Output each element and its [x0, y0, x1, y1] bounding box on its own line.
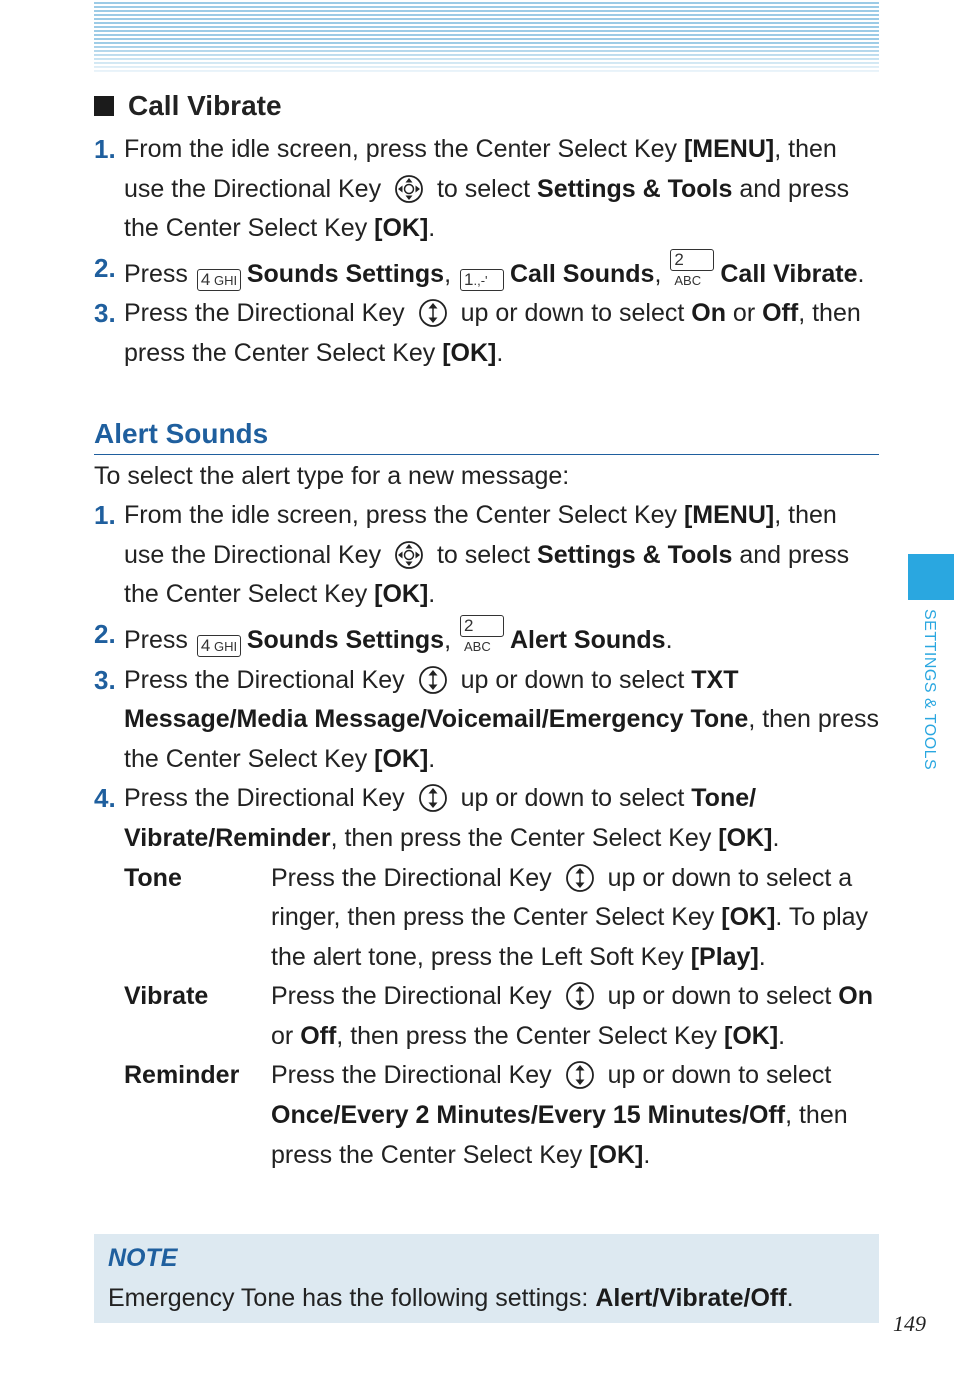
section-side-tab — [908, 554, 954, 600]
menu-item-settings-tools: Settings & Tools — [537, 540, 733, 569]
step-text: up or down to select — [453, 665, 692, 694]
key-digit: 4 — [200, 635, 211, 655]
key-letters: ABC — [674, 272, 702, 288]
section-intro: To select the alert type for a new message: — [94, 461, 570, 490]
def-term-reminder: Reminder — [124, 1061, 240, 1090]
ok-key-label: [OK] — [374, 214, 429, 243]
option-off: Off — [300, 1021, 337, 1050]
def-text: Press the Directional Key — [271, 982, 559, 1011]
def-desc-tone — [271, 859, 881, 978]
step-2 — [94, 615, 884, 661]
def-text: Press the Directional Key — [271, 1061, 559, 1090]
step-text: . — [772, 823, 780, 852]
step-number: 1. — [94, 500, 116, 531]
ok-key-label: [OK] — [589, 1140, 644, 1169]
page-content — [94, 88, 884, 1175]
step-number: 3. — [94, 664, 116, 695]
note-box — [94, 1234, 879, 1323]
step-4 — [94, 779, 884, 858]
def-text: Press the Directional Key — [271, 863, 559, 892]
step-text: up or down to select — [453, 299, 692, 328]
step-number: 3. — [94, 298, 116, 329]
page-number: 149 — [893, 1311, 926, 1336]
step-text: . — [496, 338, 504, 367]
step-text: up or down to select — [453, 784, 692, 813]
def-text: . — [643, 1140, 651, 1169]
square-bullet-icon — [94, 96, 114, 116]
step-text: Press — [124, 625, 195, 654]
step-3 — [94, 661, 884, 780]
setting-options: Tone/ Vibrate/Reminder — [124, 784, 757, 852]
settings-definitions — [124, 859, 884, 1176]
key-digit: 2 — [464, 615, 474, 635]
key-letters: GHI — [213, 638, 238, 654]
directional-key-updown-icon — [565, 981, 595, 1011]
key-letters: ABC — [464, 638, 491, 654]
ok-key-label: [OK] — [374, 744, 429, 773]
step-text: or — [725, 299, 763, 328]
key-4-icon — [197, 269, 241, 291]
step-number: 2. — [94, 252, 116, 283]
step-3 — [94, 294, 884, 373]
ok-key-label: [OK] — [442, 338, 497, 367]
directional-key-updown-icon — [418, 783, 448, 813]
step-text: Press the Directional Key — [124, 299, 412, 328]
step-text: and press the Center Select Key — [124, 174, 850, 243]
step-text: to select — [430, 540, 538, 569]
directional-key-4way-icon — [394, 540, 424, 570]
step-number: 1. — [94, 134, 116, 164]
reminder-options: Once/Every 2 Minutes/Every 15 Minutes/Off — [271, 1101, 786, 1130]
def-text: up or down to select — [600, 982, 839, 1011]
directional-key-updown-icon — [418, 298, 448, 328]
def-text: . — [758, 942, 766, 971]
step-text: Press the Directional Key — [124, 784, 412, 813]
step-text: From the idle screen, press the Center Select Key — [124, 501, 684, 530]
ok-key-label: [OK] — [721, 903, 776, 932]
step-text: , then press the Center Select Key — [124, 299, 861, 367]
directional-key-updown-icon — [565, 863, 595, 893]
menu-item-call-vibrate: Call Vibrate — [720, 259, 858, 288]
menu-item-settings-tools: Settings & Tools — [537, 174, 733, 203]
def-text: . — [778, 1021, 786, 1050]
key-4-icon — [197, 635, 241, 657]
directional-key-updown-icon — [565, 1060, 595, 1090]
step-text: From the idle screen, press the Center Select Key — [124, 135, 684, 163]
option-off: Off — [762, 299, 799, 328]
step-2 — [94, 249, 884, 295]
key-letters: GHI — [213, 272, 238, 288]
section-title-text: Call Vibrate — [128, 90, 282, 121]
option-on: On — [691, 299, 726, 328]
note-bold-text: Alert/Vibrate/Off — [595, 1284, 787, 1312]
step-text: , then use the Directional Key — [124, 501, 837, 569]
section-title-alert-sounds: Alert Sounds — [94, 416, 879, 455]
def-desc-vibrate — [271, 977, 881, 1056]
step-text: . — [428, 744, 436, 773]
def-text: . To play the alert tone, press the Left Soft Key — [271, 903, 869, 971]
def-desc-reminder — [271, 1056, 881, 1175]
step-text: , then press the Center Select Key — [330, 823, 719, 852]
note-title: NOTE — [108, 1244, 178, 1272]
menu-item-sounds-settings: Sounds Settings — [246, 625, 445, 654]
menu-key-label: [MENU] — [683, 501, 775, 530]
note-body — [108, 1278, 865, 1318]
note-text-end: . — [786, 1284, 794, 1312]
step-text: Press — [124, 259, 195, 288]
option-on: On — [838, 982, 873, 1011]
step-text: Press the Directional Key — [124, 665, 412, 694]
ok-key-label: [OK] — [718, 823, 773, 852]
step-number: 4. — [94, 783, 116, 814]
key-2-icon — [460, 615, 504, 654]
ok-key-label: [OK] — [374, 580, 429, 609]
step-text: , — [444, 259, 458, 288]
step-text: . — [665, 625, 673, 654]
section-title-call-vibrate — [94, 88, 884, 124]
def-text: or — [271, 1021, 301, 1050]
step-text: , — [444, 625, 458, 654]
menu-item-alert-sounds: Alert Sounds — [510, 625, 666, 654]
def-term-vibrate: Vibrate — [124, 982, 209, 1011]
def-term-tone: Tone — [124, 863, 182, 892]
step-text: and press the Center Select Key — [124, 540, 850, 609]
menu-key-label: [MENU] — [683, 135, 775, 163]
key-2-icon — [670, 249, 714, 288]
step-text: to select — [430, 174, 538, 203]
alert-type-options: TXT Message/Media Message/Voicemail/Emergency Tone — [124, 665, 749, 734]
header-stripes — [94, 2, 879, 74]
step-1 — [94, 130, 884, 249]
menu-item-call-sounds: Call Sounds — [510, 259, 655, 288]
key-digit: 1 — [464, 269, 474, 289]
play-key-label: [Play] — [690, 942, 759, 971]
step-number: 2. — [94, 618, 116, 649]
key-digit: 4 — [200, 269, 211, 289]
side-section-label: SETTINGS & TOOLS — [921, 609, 938, 771]
directional-key-updown-icon — [418, 665, 448, 695]
step-text: . — [428, 214, 436, 243]
key-letters: .,-' — [473, 272, 488, 288]
step-text: , then use the Directional Key — [124, 135, 837, 203]
key-digit: 2 — [674, 249, 684, 269]
step-text: , then press the Center Select Key — [124, 705, 879, 773]
directional-key-4way-icon — [394, 174, 424, 204]
key-1-icon — [460, 269, 504, 291]
step-text: , — [654, 259, 669, 288]
menu-item-sounds-settings: Sounds Settings — [246, 259, 445, 288]
def-text: , then press the Center Select Key — [336, 1021, 725, 1050]
def-text: , then press the Center Select Key — [271, 1101, 848, 1169]
ok-key-label: [OK] — [724, 1021, 779, 1050]
note-text: Emergency Tone has the following settings: — [108, 1284, 596, 1312]
def-text: up or down to select a ringer, then press the Center Select Key — [271, 863, 853, 932]
step-text: . — [857, 259, 865, 288]
step-1 — [94, 496, 884, 615]
step-text: . — [428, 580, 436, 609]
def-text: up or down to select — [600, 1061, 832, 1090]
